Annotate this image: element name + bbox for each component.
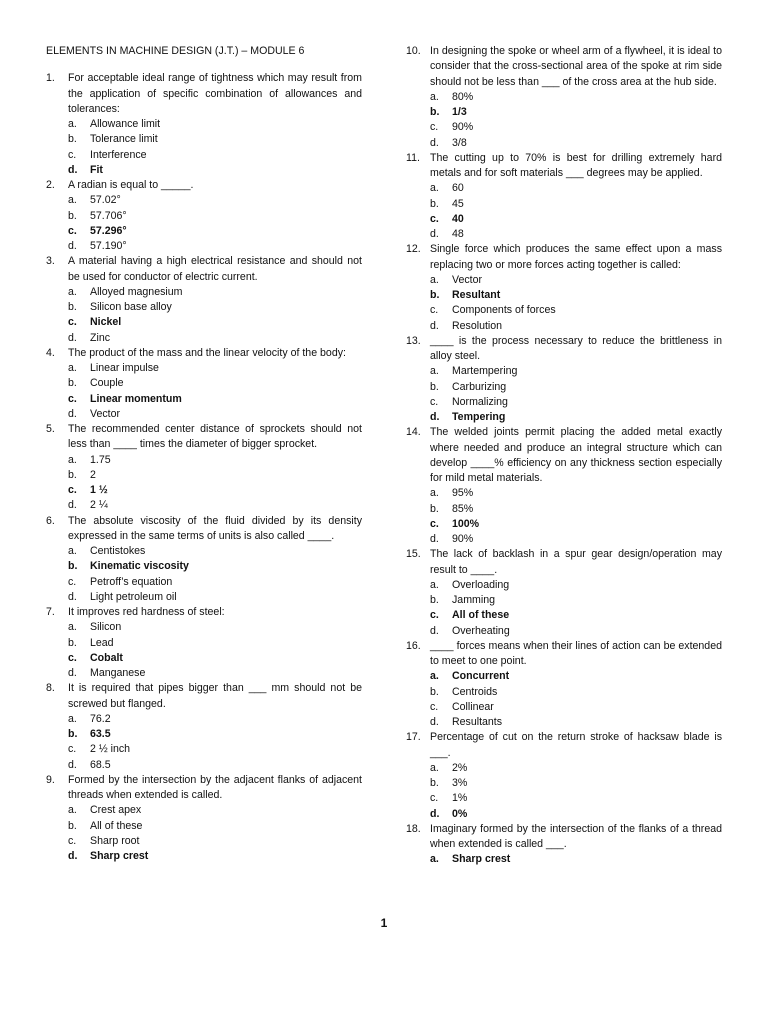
option-label: a. [430, 853, 439, 866]
question-number: 8. [46, 682, 55, 695]
question-text: The lack of backlash in a spur gear design/operation may result to ____. [430, 548, 722, 576]
option-text: Tempering [452, 411, 506, 423]
question-item [406, 547, 722, 639]
question-number: 7. [46, 606, 55, 618]
question-stem [46, 514, 362, 545]
option-label: c. [68, 743, 77, 756]
option-label: c. [430, 792, 439, 805]
answer-option [46, 803, 362, 818]
answer-option [46, 590, 362, 605]
page-number: 1 [380, 916, 388, 930]
option-label: b. [430, 502, 439, 515]
option-text: Martempering [452, 365, 518, 378]
option-text: 3/8 [452, 136, 467, 149]
question-number: 4. [46, 346, 55, 359]
answer-option [46, 193, 362, 208]
answer-option-correct [406, 608, 722, 623]
answer-option-correct [46, 392, 362, 407]
option-text: 68.5 [90, 758, 111, 771]
answer-option-correct [406, 852, 722, 867]
option-text: Concurrent [452, 670, 510, 683]
answer-option-correct [46, 163, 362, 178]
answer-option-correct [406, 517, 722, 532]
option-text: Silicon [90, 621, 122, 634]
answer-option [406, 364, 722, 379]
answer-option [406, 380, 722, 395]
option-text: Interference [90, 148, 147, 161]
question-number: 17. [406, 731, 421, 744]
option-text: Fit [90, 163, 103, 176]
answer-option [46, 712, 362, 727]
option-label: b. [430, 106, 440, 118]
option-text: Light petroleum oil [90, 590, 177, 603]
question-stem [406, 822, 722, 853]
option-label: a. [430, 761, 439, 774]
option-text: Centroids [452, 685, 498, 698]
option-text: Jamming [452, 594, 495, 606]
question-stem [46, 254, 362, 285]
option-text: Overloading [452, 578, 510, 591]
question-text: A radian is equal to _____. [68, 179, 194, 191]
answer-option [46, 758, 362, 773]
option-label: c. [68, 575, 77, 588]
option-label: d. [430, 624, 439, 637]
left-column [46, 44, 362, 864]
option-label: d. [430, 228, 439, 240]
answer-option [406, 578, 722, 593]
question-text: The cutting up to 70% is best for drilling extremely hard metals and for soft materials ___ degrees may be applied. [430, 151, 722, 179]
answer-option [46, 819, 362, 834]
answer-option [46, 620, 362, 635]
question-stem [406, 425, 722, 486]
answer-option [46, 285, 362, 300]
answer-option [406, 685, 722, 700]
answer-option [46, 132, 362, 147]
question-list-left [46, 71, 362, 864]
option-text: Nickel [90, 316, 122, 329]
question-text: The absolute viscosity of the fluid divided by its density expressed in the same terms of units is also called ____. [68, 514, 362, 542]
option-text: 48 [452, 228, 464, 240]
option-label: d. [68, 499, 77, 512]
answer-option [46, 239, 362, 254]
option-text: 57.190° [90, 240, 127, 252]
option-text: 2 ¼ [90, 499, 108, 512]
option-text: Components of forces [452, 304, 556, 317]
option-text: Cobalt [90, 651, 123, 664]
option-text: Resultants [452, 716, 503, 728]
option-label: d. [430, 533, 439, 545]
answer-option [406, 715, 722, 730]
question-number: 1. [46, 72, 55, 85]
answer-option-correct [406, 807, 722, 822]
question-stem [46, 422, 362, 453]
option-text: 40 [452, 212, 464, 225]
answer-option-correct [46, 224, 362, 239]
question-number: 10. [406, 45, 421, 57]
option-text: 2% [452, 761, 468, 774]
question-number: 15. [406, 548, 421, 561]
option-label: c. [68, 316, 77, 329]
option-text: All of these [90, 819, 143, 832]
question-item [46, 773, 362, 865]
question-text: The welded joints permit placing the added metal exactly where needed and produce an integral structure which can develop ____% efficiency on any thickness section especially for mild metal materials. [430, 426, 722, 484]
question-item [46, 422, 362, 514]
answer-option [406, 136, 722, 151]
answer-option [46, 575, 362, 590]
question-item [46, 514, 362, 606]
question-item [46, 178, 362, 254]
answer-option [46, 300, 362, 315]
option-text: Sharp root [90, 834, 140, 847]
option-text: 60 [452, 182, 464, 195]
option-text: 76.2 [90, 712, 111, 725]
answer-option [406, 761, 722, 776]
answer-option [406, 227, 722, 242]
option-label: a. [68, 285, 77, 298]
option-label: a. [430, 182, 439, 195]
answer-option [406, 791, 722, 806]
answer-option [406, 593, 722, 608]
question-stem [46, 605, 362, 620]
question-item [46, 346, 362, 422]
option-text: Kinematic viscosity [90, 560, 189, 573]
option-label: d. [68, 758, 77, 771]
option-label: d. [68, 163, 78, 176]
option-text: Vector [90, 407, 121, 420]
option-label: b. [430, 777, 439, 789]
option-text: 57.296° [90, 224, 127, 237]
option-text: Petroff’s equation [90, 575, 173, 588]
answer-option [46, 361, 362, 376]
document-title: ELEMENTS IN MACHINE DESIGN (J.T.) – MODULE 6 [46, 45, 305, 57]
option-label: a. [68, 545, 77, 557]
answer-option [46, 331, 362, 346]
answer-option [46, 834, 362, 849]
option-text: Tolerance limit [90, 133, 158, 146]
answer-option [46, 407, 362, 422]
option-text: 57.02° [90, 194, 121, 207]
option-text: Overheating [452, 624, 510, 637]
answer-option [46, 666, 362, 681]
answer-option [46, 544, 362, 559]
option-label: b. [68, 133, 77, 146]
answer-option [46, 742, 362, 757]
answer-option [406, 532, 722, 547]
question-item [406, 242, 722, 334]
option-text: 57.706° [90, 209, 127, 222]
option-label: a. [68, 621, 77, 634]
option-text: Zinc [90, 331, 111, 344]
option-label: a. [68, 453, 77, 466]
answer-option [406, 303, 722, 318]
question-stem [406, 242, 722, 273]
question-text: ____ is the process necessary to reduce the brittleness in alloy steel. [430, 334, 722, 362]
option-text: Collinear [452, 700, 494, 713]
answer-option-correct [406, 288, 722, 303]
option-text: 0% [452, 807, 468, 820]
answer-option [46, 468, 362, 483]
question-text: For acceptable ideal range of tightness which may result from the application of specific combination of allowances and tolerances: [68, 72, 362, 115]
option-text: Centistokes [90, 545, 146, 557]
question-number: 11. [406, 151, 420, 164]
option-text: 95% [452, 487, 474, 500]
right-column [406, 44, 722, 868]
option-text: 1/3 [452, 106, 467, 118]
question-item [46, 681, 362, 773]
question-item [406, 151, 722, 243]
option-text: 1.75 [90, 453, 111, 466]
option-text: Linear momentum [90, 392, 182, 405]
option-text: Lead [90, 636, 114, 649]
question-number: 6. [46, 514, 55, 527]
question-text: ____ forces means when their lines of action can be extended to meet to one point. [430, 639, 722, 667]
option-label: c. [430, 121, 439, 134]
option-label: d. [68, 407, 77, 420]
option-text: 90% [452, 533, 474, 545]
option-label: a. [68, 712, 77, 725]
option-label: c. [430, 517, 439, 530]
answer-option [46, 117, 362, 132]
question-list-right [406, 44, 722, 868]
option-text: Crest apex [90, 804, 142, 817]
question-stem [406, 730, 722, 761]
option-label: a. [430, 670, 439, 683]
option-label: a. [430, 365, 439, 378]
answer-option [46, 453, 362, 468]
option-text: Carburizing [452, 380, 507, 393]
option-label: c. [430, 700, 439, 713]
option-label: d. [68, 590, 77, 603]
option-text: 85% [452, 502, 474, 515]
option-text: Resultant [452, 289, 501, 301]
question-item [406, 334, 722, 426]
option-label: b. [68, 377, 77, 390]
option-text: Normalizing [452, 395, 508, 408]
question-stem [406, 547, 722, 578]
option-label: b. [68, 209, 77, 222]
option-label: d. [68, 240, 77, 252]
answer-option [406, 319, 722, 334]
answer-option-correct [46, 483, 362, 498]
option-text: Vector [452, 273, 483, 286]
option-text: 2 [90, 468, 96, 481]
option-label: b. [68, 728, 78, 740]
option-text: Alloyed magnesium [90, 285, 183, 298]
answer-option-correct [406, 669, 722, 684]
question-stem [406, 151, 722, 182]
answer-option-correct [46, 727, 362, 742]
option-label: c. [430, 212, 439, 225]
answer-option-correct [406, 105, 722, 120]
option-text: 80% [452, 90, 474, 103]
option-text: 100% [452, 517, 480, 530]
option-text: Manganese [90, 667, 146, 679]
question-stem [406, 639, 722, 670]
option-label: a. [430, 487, 439, 500]
option-label: b. [68, 636, 77, 649]
question-number: 3. [46, 255, 55, 268]
answer-option-correct [406, 410, 722, 425]
question-number: 14. [406, 426, 421, 439]
option-label: b. [430, 685, 439, 698]
option-label: c. [430, 609, 439, 622]
option-text: Sharp crest [452, 853, 511, 866]
question-item [406, 730, 722, 822]
question-number: 2. [46, 179, 55, 191]
answer-option [46, 498, 362, 513]
answer-option [46, 148, 362, 163]
question-stem [46, 773, 362, 804]
option-label: d. [430, 716, 439, 728]
answer-option [406, 502, 722, 517]
option-text: 2 ½ inch [90, 743, 131, 756]
answer-option-correct [406, 212, 722, 227]
answer-option [406, 120, 722, 135]
option-label: c. [68, 484, 77, 496]
option-label: b. [68, 560, 78, 573]
question-text: It improves red hardness of steel: [68, 606, 225, 618]
option-label: a. [430, 273, 439, 286]
answer-option-correct [46, 315, 362, 330]
option-label: b. [68, 819, 77, 832]
option-text: 90% [452, 121, 474, 134]
option-label: b. [430, 289, 440, 301]
option-label: b. [68, 468, 77, 481]
question-stem [46, 681, 362, 712]
option-label: c. [68, 392, 77, 405]
question-item [406, 44, 722, 151]
option-label: a. [430, 578, 439, 591]
option-label: a. [68, 362, 77, 374]
question-number: 16. [406, 639, 421, 652]
question-item [46, 71, 362, 178]
option-text: Sharp crest [90, 850, 149, 862]
option-label: d. [430, 136, 439, 149]
option-text: Silicon base alloy [90, 301, 172, 313]
question-item [46, 254, 362, 346]
answer-option [406, 197, 722, 212]
option-label: a. [68, 804, 77, 817]
option-text: 45 [452, 197, 464, 210]
question-item [406, 822, 722, 868]
option-label: d. [430, 319, 439, 332]
answer-option [406, 776, 722, 791]
answer-option [406, 273, 722, 288]
answer-option [406, 181, 722, 196]
answer-option [46, 209, 362, 224]
question-number: 13. [406, 334, 421, 347]
option-label: d. [430, 807, 440, 820]
option-label: d. [68, 850, 78, 862]
question-stem [406, 334, 722, 365]
option-label: a. [68, 194, 77, 207]
question-text: Percentage of cut on the return stroke of hacksaw blade is ___. [430, 731, 722, 759]
option-label: c. [430, 395, 439, 408]
question-stem [46, 71, 362, 117]
option-text: All of these [452, 609, 510, 622]
question-text: The product of the mass and the linear velocity of the body: [68, 346, 346, 359]
answer-option [406, 486, 722, 501]
question-text: Single force which produces the same effect upon a mass replacing two or more forces acting together is called: [430, 243, 722, 271]
option-label: c. [68, 148, 77, 161]
option-label: d. [68, 331, 77, 344]
question-text: Formed by the intersection by the adjacent flanks of adjacent threads when extended is called. [68, 773, 362, 801]
question-number: 5. [46, 423, 55, 435]
question-stem [46, 178, 362, 193]
answer-option [46, 376, 362, 391]
question-text: It is required that pipes bigger than ___ mm should not be screwed but flanged. [68, 682, 362, 710]
option-text: Resolution [452, 319, 503, 332]
option-text: Linear impulse [90, 362, 159, 374]
option-label: c. [68, 834, 77, 847]
option-label: d. [68, 667, 77, 679]
answer-option-correct [46, 849, 362, 864]
option-label: c. [68, 651, 77, 664]
option-text: 63.5 [90, 728, 111, 740]
question-stem [46, 346, 362, 361]
option-label: b. [430, 197, 439, 210]
option-text: 1% [452, 792, 468, 805]
question-number: 9. [46, 773, 55, 786]
option-label: b. [68, 301, 77, 313]
answer-option [406, 624, 722, 639]
option-label: d. [430, 411, 440, 423]
answer-option-correct [46, 651, 362, 666]
question-item [406, 639, 722, 731]
question-stem [406, 44, 722, 90]
answer-option [406, 700, 722, 715]
question-text: In designing the spoke or wheel arm of a flywheel, it is ideal to consider that the cross-sectional area of the spoke at rim side should not be less than ___ of the cross area at the hub side. [430, 45, 722, 88]
question-text: Imaginary formed by the intersection of the flanks of a thread when extended is called ___. [430, 822, 722, 850]
option-text: 3% [452, 777, 468, 789]
question-number: 12. [406, 243, 421, 256]
question-item [46, 605, 362, 681]
answer-option-correct [46, 559, 362, 574]
question-item [406, 425, 722, 547]
option-text: Allowance limit [90, 118, 161, 130]
question-number: 18. [406, 822, 421, 835]
option-label: b. [430, 380, 439, 393]
question-text: A material having a high electrical resistance and should not be used for conductor of electric current. [68, 255, 362, 283]
option-label: a. [430, 90, 439, 103]
option-label: c. [68, 224, 77, 237]
option-label: c. [430, 304, 439, 317]
answer-option [46, 636, 362, 651]
option-text: 1 ½ [90, 484, 108, 496]
option-text: Couple [90, 377, 124, 390]
option-label: a. [68, 118, 77, 130]
answer-option [406, 395, 722, 410]
option-label: b. [430, 594, 439, 606]
question-text: The recommended center distance of sprockets should not less than ____ times the diameter of bigger sprocket. [68, 423, 362, 451]
answer-option [406, 90, 722, 105]
